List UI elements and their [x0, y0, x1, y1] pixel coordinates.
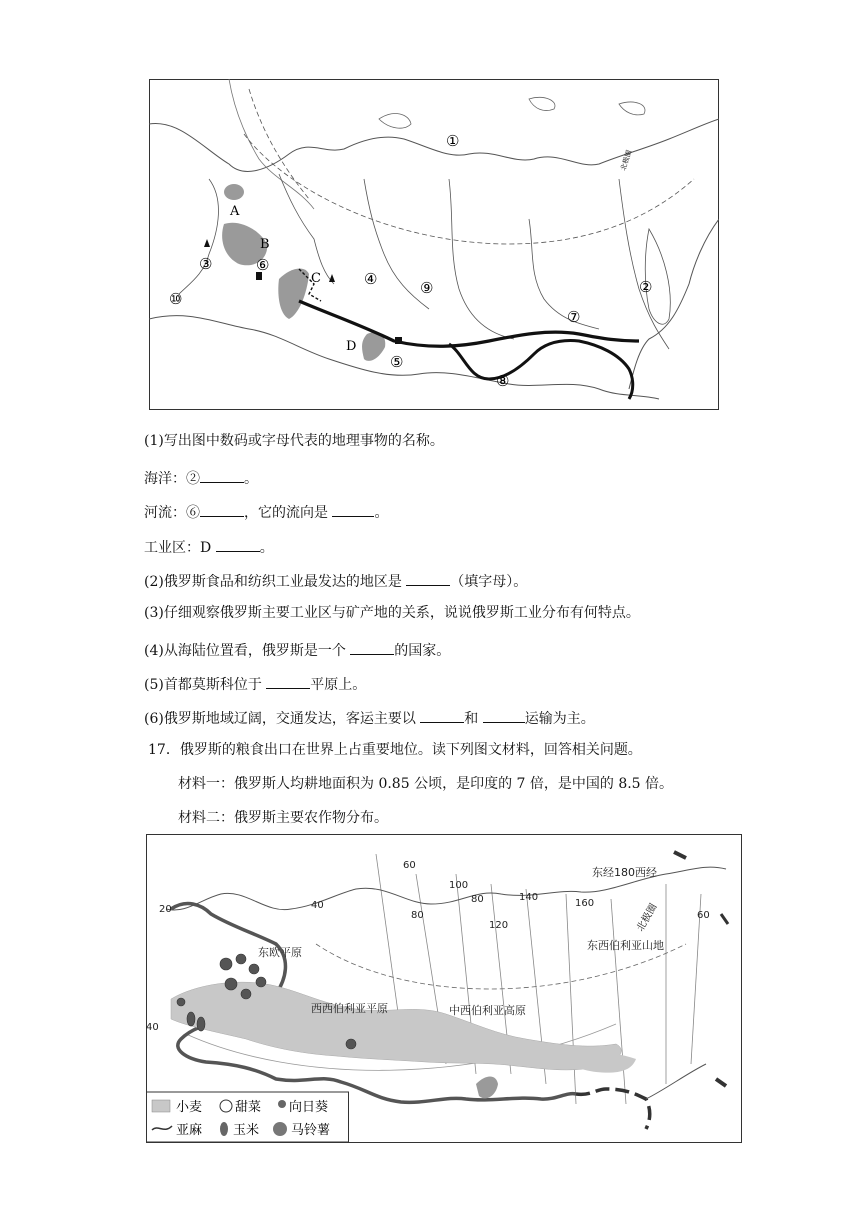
map1-label-C: C: [311, 271, 321, 286]
q16-industry-prefix: 工业区：D: [144, 540, 212, 556]
map2-lon80: 80: [411, 910, 424, 921]
map1-label-A: A: [230, 204, 240, 219]
map1-label-n3: ③: [199, 255, 213, 273]
q16-part6: [144, 706, 595, 729]
q16-river-suffix: 。: [374, 505, 389, 521]
map2-lon80b: 80: [471, 894, 484, 905]
legend-corn: 玉米: [233, 1123, 260, 1138]
q16-ocean-prefix: 海洋：②: [144, 471, 200, 487]
legend-flax: 亚麻: [176, 1123, 203, 1138]
map1-label-n1: ①: [446, 132, 460, 150]
map1-label-D: D: [346, 339, 357, 354]
legend-sunflower: 向日葵: [289, 1100, 329, 1115]
answer-blank-industry[interactable]: [216, 535, 260, 552]
q17-material2: 材料二：俄罗斯主要农作物分布。: [178, 810, 388, 826]
q16-river-prefix: 河流：⑥: [144, 505, 200, 521]
map2-lon20: 20: [159, 904, 172, 915]
russia-industry-map: [149, 79, 719, 410]
q16-ocean-suffix: 。: [244, 471, 258, 487]
map2-east-siberia-mtn: 东西伯利亚山地: [587, 939, 664, 952]
q16-part4: [144, 638, 450, 661]
map1-label-n5: ⑤: [390, 353, 404, 371]
legend-beet: 甜菜: [235, 1100, 262, 1115]
answer-blank-river[interactable]: [200, 500, 244, 517]
map2-lon60b: 60: [697, 910, 710, 921]
q16-part5: [144, 672, 366, 695]
q16-river-line: [144, 500, 388, 523]
map1-label-n6: ⑥: [256, 256, 270, 274]
map2-lon140: 140: [519, 892, 539, 903]
map2-lon120: 120: [489, 920, 509, 931]
legend-potato: 马铃薯: [291, 1123, 331, 1138]
answer-blank-part4[interactable]: [350, 638, 394, 655]
q16-industry-line: [144, 535, 274, 558]
q16-part5-suffix: 平原上。: [310, 677, 367, 693]
legend-wheat: 小麦: [176, 1100, 203, 1115]
map2-dateline: 东经180西经: [592, 866, 657, 879]
russia-crop-map: [146, 834, 742, 1143]
q16-part5-prefix: (5)首都莫斯科位于: [144, 677, 262, 693]
q16-ocean-line: [144, 466, 258, 489]
q16-part2-suffix: （填字母）。: [450, 574, 528, 590]
q16-part1: (1)写出图中数码或字母代表的地理事物的名称。: [144, 433, 444, 449]
q16-river-mid: ，它的流向是: [244, 505, 328, 521]
q16-part4-suffix: 的国家。: [394, 643, 451, 659]
q16-part4-prefix: (4)从海陆位置看，俄罗斯是一个: [144, 643, 346, 659]
map1-label-n4: ④: [364, 270, 378, 288]
map2-lon40: 40: [311, 900, 324, 911]
q16-part2: [144, 569, 527, 592]
map2-central-siberia: 中西伯利亚高原: [449, 1004, 526, 1017]
map2-arctic: 北极圈: [635, 902, 660, 934]
map1-label-n9: ⑨: [420, 279, 434, 297]
answer-blank-part6a[interactable]: [420, 706, 464, 723]
map2-west-siberia: 西西伯利亚平原: [311, 1002, 388, 1015]
q17-material1: 材料一：俄罗斯人均耕地面积为 0.85 公顷，是印度的 7 倍，是中国的 8.5 倍。: [178, 776, 674, 792]
map2-lon60: 60: [403, 860, 416, 871]
map2-lon160: 160: [575, 898, 595, 909]
answer-blank-part6b[interactable]: [483, 706, 525, 723]
answer-blank-river-direction[interactable]: [332, 500, 374, 517]
answer-blank-part5[interactable]: [266, 672, 310, 689]
q17-title: 17．俄罗斯的粮食出口在世界上占重要地位。读下列图文材料，回答相关问题。: [148, 742, 642, 758]
map1-label-B: B: [260, 237, 270, 252]
map1-arctic-label: 北极圈: [619, 149, 634, 172]
map1-label-n7: ⑦: [567, 308, 581, 326]
map1-label-n10: ⑩: [169, 290, 183, 308]
q16-part3: (3)仔细观察俄罗斯主要工业区与矿产地的关系，说说俄罗斯工业分布有何特点。: [144, 605, 640, 621]
map1-label-n8: ⑧: [496, 372, 510, 390]
map2-east-europe: 东欧平原: [258, 946, 302, 959]
q16-industry-suffix: 。: [259, 540, 274, 556]
map2-lon100: 100: [449, 880, 469, 891]
map2-lat40: 40: [146, 1022, 159, 1033]
q16-part6-suffix: 运输为主。: [524, 711, 595, 727]
q16-part6-prefix: (6)俄罗斯地域辽阔，交通发达，客运主要以: [144, 711, 416, 727]
map1-label-n2: ②: [639, 278, 653, 296]
q16-part2-prefix: (2)俄罗斯食品和纺织工业最发达的地区是: [144, 574, 402, 590]
q16-part6-mid: 和: [464, 711, 479, 727]
answer-blank-part2[interactable]: [406, 569, 450, 586]
answer-blank-ocean[interactable]: [200, 466, 244, 483]
